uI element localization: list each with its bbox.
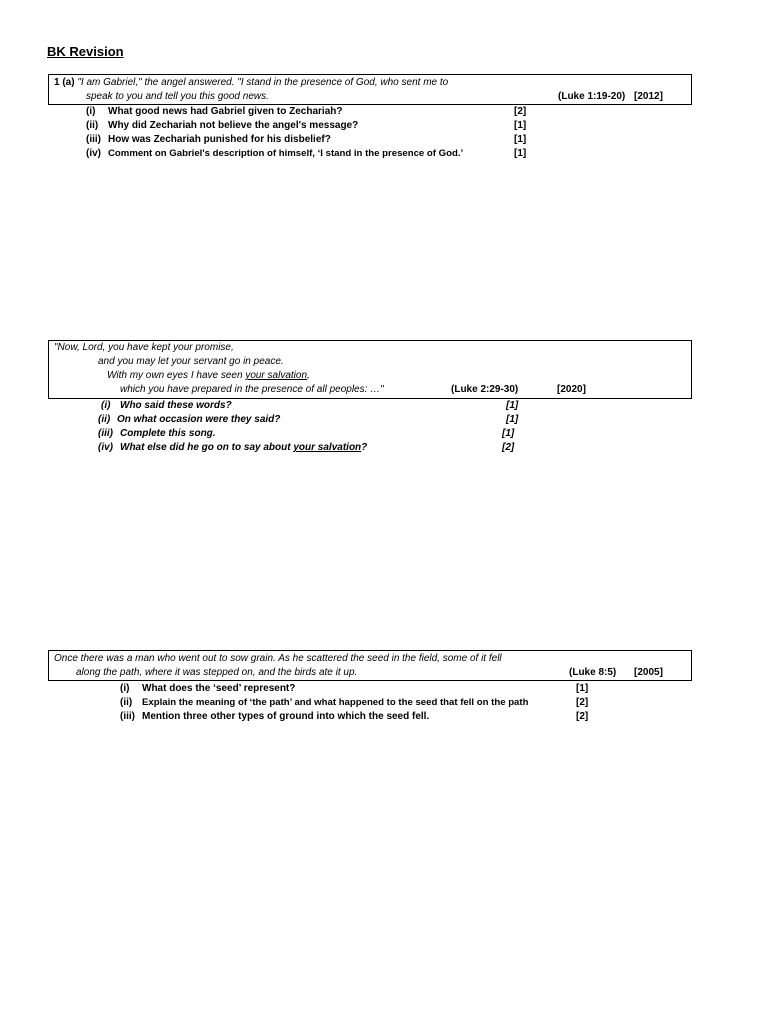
q3-question-text: Explain the meaning of ‘the path’ and what happened to the seed that fell on the path: [142, 697, 529, 708]
q2-question-underlined-phrase: your salvation: [293, 442, 362, 453]
q1-passage-text-1: "I am Gabriel," the angel answered. "I stand in the presence of God, who sent me to: [77, 77, 449, 88]
q3-question-num: (i): [120, 683, 130, 694]
q2-question-mark: [1]: [506, 400, 519, 411]
q3-passage-line-1: Once there was a man who went out to sow grain. As he scattered the seed in the field, some of it fell: [54, 653, 502, 664]
q2-question-mark: [2]: [502, 442, 515, 453]
q1-passage-line-1: [54, 77, 448, 89]
q1-question-num: (iii): [86, 134, 101, 145]
q2-question-text: Who said these words?: [120, 400, 232, 411]
q1-number: 1 (a): [54, 77, 75, 88]
q1-question-text: Comment on Gabriel's description of himself, ‘I stand in the presence of God.’: [108, 148, 464, 159]
q3-question-text: Mention three other types of ground into which the seed fell.: [142, 711, 430, 722]
q2-question-num: (i): [101, 400, 111, 411]
q1-question-mark: [1]: [514, 120, 527, 131]
q2-question-num: (iii): [98, 428, 113, 439]
q1-question-text: How was Zechariah punished for his disbelief?: [108, 134, 331, 145]
q1-question-num: (iv): [86, 148, 101, 159]
q2-year: [2020]: [557, 384, 586, 395]
q2-passage-line-1: "Now, Lord, you have kept your promise,: [54, 342, 234, 353]
q3-question-num: (iii): [120, 711, 135, 722]
q3-question-mark: [2]: [576, 697, 589, 708]
q2-question-num: (iv): [98, 442, 113, 453]
q3-question-num: (ii): [120, 697, 133, 708]
q3-year: [2005]: [634, 667, 663, 678]
q3-reference: (Luke 8:5): [569, 667, 617, 678]
q1-question-num: (ii): [86, 120, 99, 131]
q2-passage-line-4: which you have prepared in the presence of all peoples: …": [120, 384, 384, 395]
q3-question-mark: [2]: [576, 711, 589, 722]
q2-question-mark: [1]: [506, 414, 519, 425]
q2-question-num: (ii): [98, 414, 111, 425]
q2-question-text-start: What else did he go on to say about: [120, 442, 294, 453]
q1-reference: (Luke 1:19-20): [558, 91, 626, 102]
q1-question-mark: [1]: [514, 134, 527, 145]
q2-question-text: [120, 442, 367, 454]
q3-passage-line-2: along the path, where it was stepped on, and the birds ate it up.: [76, 667, 358, 678]
q2-question-mark: [1]: [502, 428, 515, 439]
q2-passage-underlined-phrase: your salvation: [245, 370, 308, 381]
q1-year: [2012]: [634, 91, 663, 102]
q2-reference: (Luke 2:29-30): [451, 384, 519, 395]
q1-question-text: Why did Zechariah not believe the angel's message?: [108, 120, 359, 131]
page-title: BK Revision: [47, 44, 124, 59]
q3-question-mark: [1]: [576, 683, 589, 694]
q1-question-num: (i): [86, 106, 96, 117]
q3-question-text: What does the ‘seed’ represent?: [142, 683, 296, 694]
q1-question-text: What good news had Gabriel given to Zechariah?: [108, 106, 343, 117]
q2-question-text: Complete this song.: [120, 428, 216, 439]
q1-passage-line-2: speak to you and tell you this good news.: [86, 91, 269, 102]
q2-question-text-end: ?: [361, 442, 368, 453]
q1-question-mark: [2]: [514, 106, 527, 117]
q2-passage-line-3-end: ,: [307, 370, 310, 381]
q2-passage-line-3-start: With my own eyes I have seen: [107, 370, 246, 381]
q1-question-mark: [1]: [514, 148, 527, 159]
q2-passage-line-3: [107, 370, 310, 382]
q2-passage-line-2: and you may let your servant go in peace.: [98, 356, 284, 367]
q2-question-text: On what occasion were they said?: [117, 414, 281, 425]
